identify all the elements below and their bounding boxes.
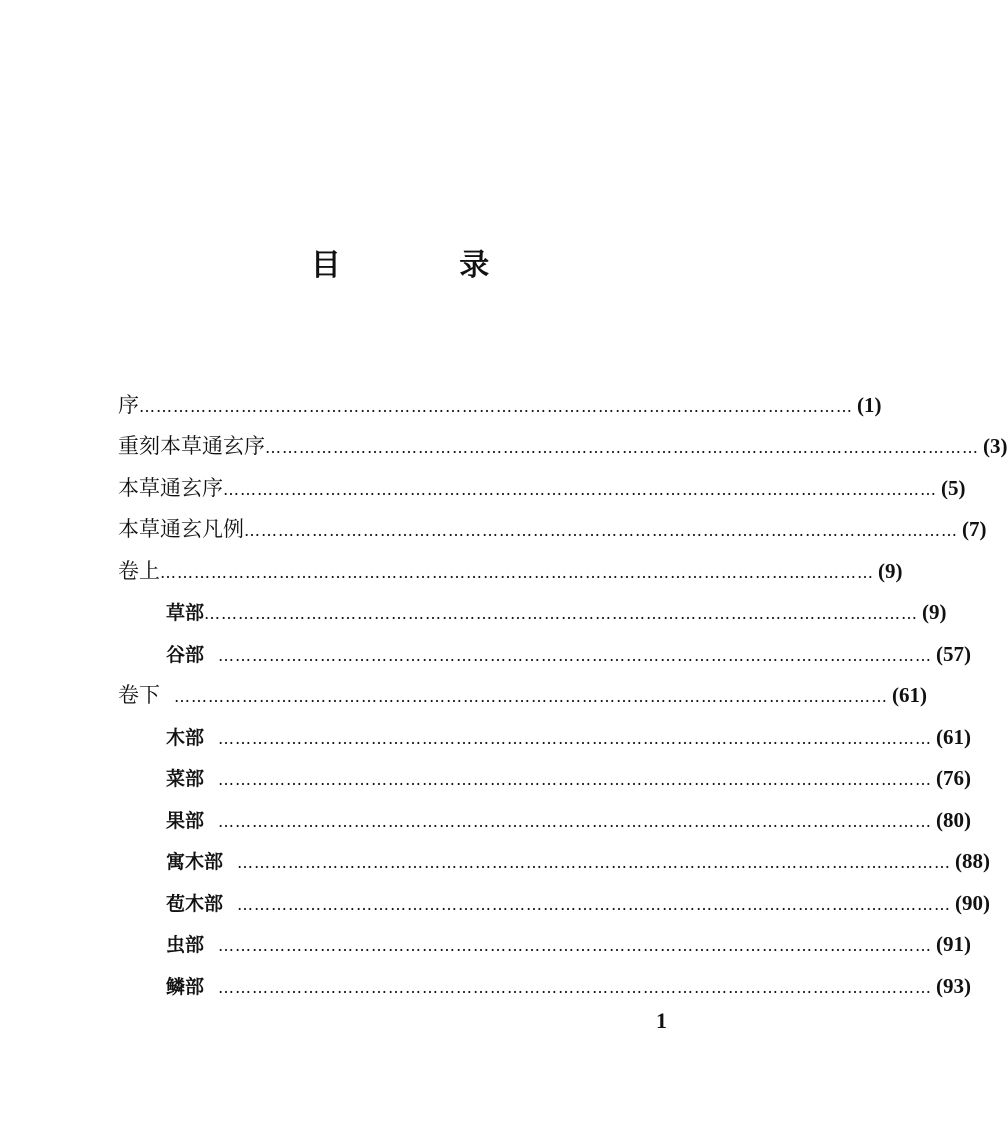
dot-leader: ……………………………………………………………………………………………………………… [174, 687, 888, 706]
page-number: 1 [656, 1008, 667, 1033]
dot-leader: ……………………………………………………………………………………………………………… [218, 812, 933, 831]
toc-entry-page: (9) [922, 600, 947, 624]
toc-entry-label: 寓木部 [166, 851, 224, 873]
toc-entry-volume-2[interactable] [118, 675, 927, 715]
toc-entry-label: 本草通玄凡例 [118, 517, 244, 541]
toc-entry-parasitic-woods[interactable] [166, 841, 991, 881]
toc-entry-bamboo-woods[interactable] [166, 883, 991, 923]
toc-entry-page: (61) [892, 683, 927, 707]
toc-entry-label: 菜部 [166, 768, 205, 790]
toc-entry-grains[interactable] [166, 634, 972, 674]
toc-entry-volume-1[interactable] [118, 551, 903, 591]
dot-leader: ……………………………………………………………………………………………………………… [218, 936, 933, 955]
toc-entry-page: (3) [983, 434, 1008, 458]
toc-entry-page: (61) [936, 725, 972, 749]
toc-entry-label: 果部 [166, 810, 205, 832]
toc-entry-herbs[interactable] [166, 592, 947, 632]
dot-leader: ……………………………………………………………………………………………………………… [237, 853, 952, 872]
toc-entry-general-notes[interactable] [118, 509, 987, 549]
toc-entry-page: (76) [936, 766, 972, 790]
toc-entry-reprint-preface[interactable] [118, 426, 1008, 466]
toc-entry-label: 本草通玄序 [118, 476, 223, 500]
dot-leader: ……………………………………………………………………………………………………………… [218, 770, 933, 789]
toc-entry-label: 卷下 [118, 683, 160, 707]
dot-leader: ……………………………………………………………………………………………………………… [160, 563, 874, 582]
toc-entry-page: (7) [962, 517, 987, 541]
toc-entry-label: 鳞部 [166, 976, 205, 998]
toc-entry-woods[interactable] [166, 717, 972, 757]
toc-entry-page: (90) [955, 891, 991, 915]
toc-entry-page: (88) [955, 849, 991, 873]
toc-entry-bencao-preface[interactable] [118, 468, 966, 508]
toc-entry-vegetables[interactable] [166, 758, 972, 798]
toc-entry-page: (1) [857, 393, 882, 417]
toc-entry-label: 草部 [166, 602, 205, 624]
toc-entry-label: 虫部 [166, 934, 205, 956]
toc-entry-page: (9) [878, 559, 903, 583]
toc-entry-fruits[interactable] [166, 800, 972, 840]
toc-entry-page: (5) [941, 476, 966, 500]
dot-leader: ……………………………………………………………………………………………………………… [244, 521, 958, 540]
toc-entry-preface[interactable] [118, 385, 882, 425]
toc-entry-label: 重刻本草通玄序 [118, 434, 265, 458]
dot-leader: ……………………………………………………………………………………………………………… [237, 895, 952, 914]
dot-leader: ……………………………………………………………………………………………………………… [265, 438, 979, 457]
toc-entry-label: 谷部 [166, 644, 205, 666]
dot-leader: ……………………………………………………………………………………………………………… [204, 604, 919, 623]
dot-leader: ……………………………………………………………………………………………………………… [218, 646, 933, 665]
page-title: 目 录 [310, 248, 544, 283]
dot-leader: ……………………………………………………………………………………………………………… [223, 480, 937, 499]
toc-entry-scaled-animals[interactable] [166, 966, 972, 1006]
toc-entry-label: 木部 [166, 727, 205, 749]
toc-entry-page: (93) [936, 974, 972, 998]
toc-entry-page: (91) [936, 932, 972, 956]
dot-leader: ……………………………………………………………………………………………………………… [139, 397, 853, 416]
toc-entry-page: (80) [936, 808, 972, 832]
toc-entry-page: (57) [936, 642, 972, 666]
dot-leader: ……………………………………………………………………………………………………………… [218, 729, 933, 748]
toc-entry-label: 苞木部 [166, 893, 224, 915]
toc-entry-label: 序 [118, 393, 139, 417]
dot-leader: ……………………………………………………………………………………………………………… [218, 978, 933, 997]
toc-entry-label: 卷上 [118, 559, 160, 583]
toc-entry-insects[interactable] [166, 924, 972, 964]
